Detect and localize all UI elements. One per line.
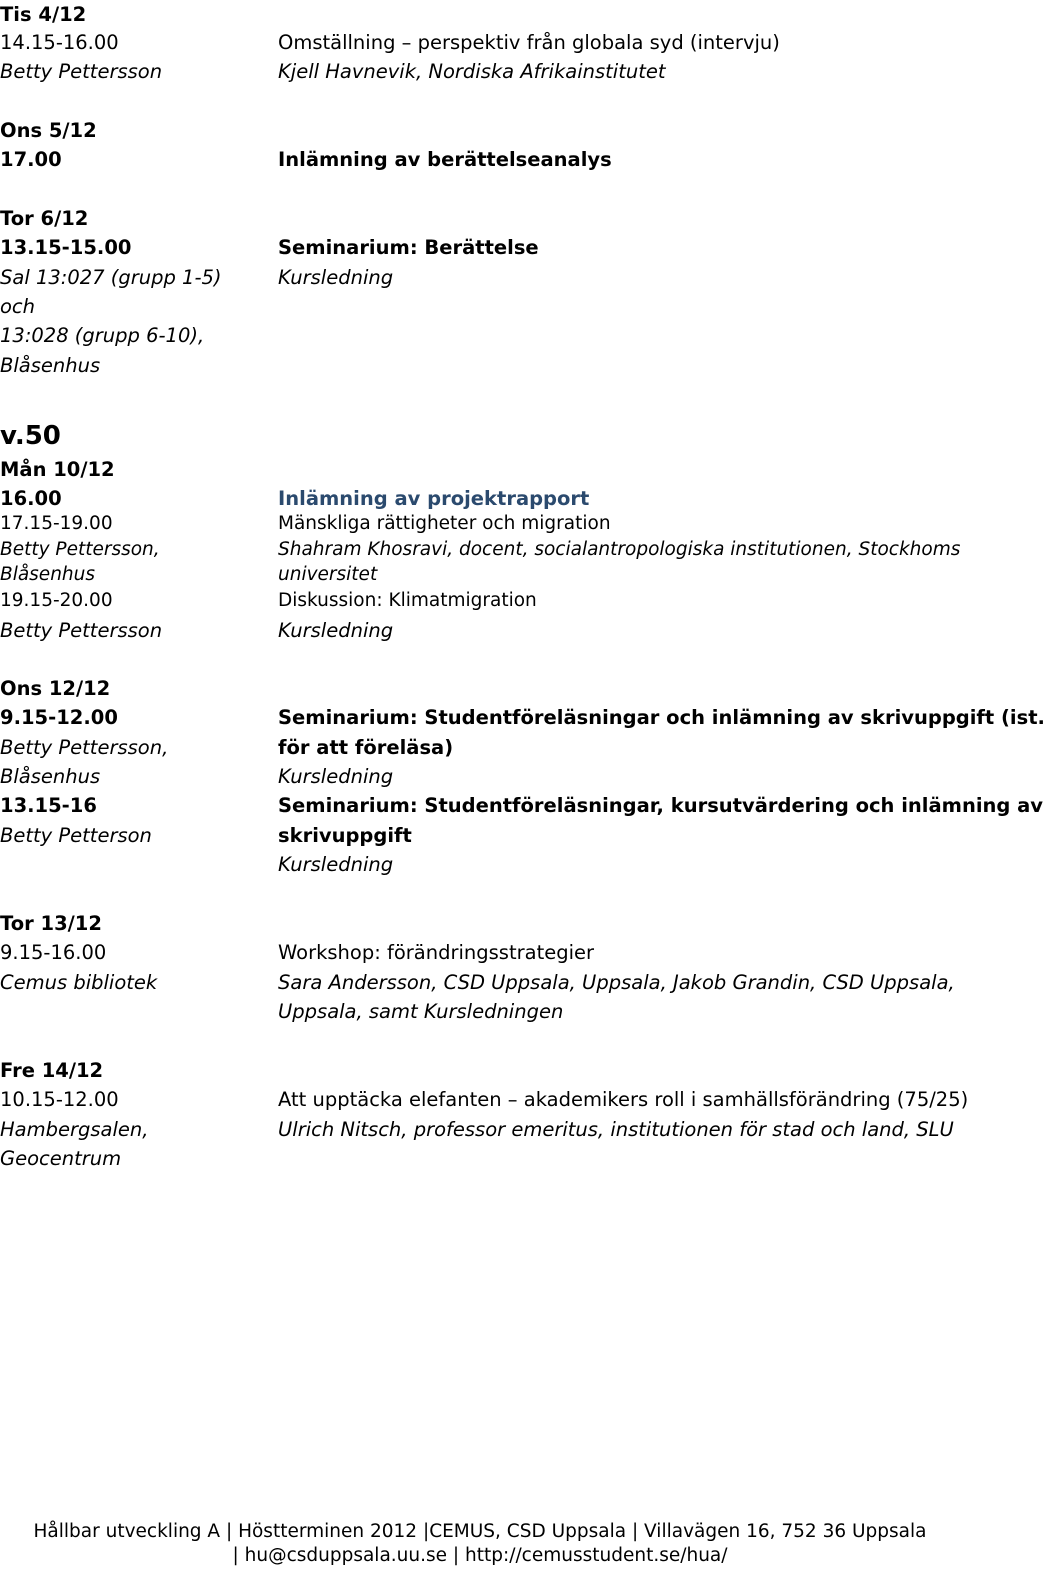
day-heading: Mån 10/12 [0, 458, 115, 481]
session-title-cont: skrivuppgift [278, 824, 412, 847]
location: Betty Pettersson [0, 60, 163, 83]
speaker: Uppsala, samt Kursledningen [278, 1000, 564, 1023]
time-slot: 14.15-16.00 [0, 31, 119, 54]
footer-contact-line: | hu@csduppsala.uu.se | http://cemusstudent.se/hua/ [232, 1545, 728, 1566]
time-slot: 19.15-20.00 [0, 590, 113, 611]
location-line: och [0, 295, 36, 318]
day-heading: Ons 12/12 [0, 677, 111, 700]
footer-line: Hållbar utveckling A | Höstterminen 2012 |CEMUS, CSD Uppsala | Villavägen 16, 752 36 Uppsala [33, 1521, 927, 1542]
location-line: 13:028 (grupp 6-10), [0, 324, 205, 347]
time-slot: 10.15-12.00 [0, 1088, 119, 1111]
time-slot: 16.00 [0, 487, 62, 510]
session-title: Workshop: förändringsstrategier [278, 941, 595, 964]
day-heading: Tor 13/12 [0, 912, 102, 935]
location: Hambergsalen, [0, 1118, 149, 1141]
location: Cemus bibliotek [0, 971, 158, 994]
speaker: universitet [278, 564, 378, 585]
speaker: Sara Andersson, CSD Uppsala, Uppsala, Jakob Grandin, CSD Uppsala, [278, 971, 955, 994]
session-title-cont: för att föreläsa) [278, 736, 454, 759]
location: Betty Pettersson, [0, 736, 169, 759]
location-line: Sal 13:027 (grupp 1-5) [0, 266, 222, 289]
location: Betty Pettersson, [0, 539, 160, 560]
speaker: Ulrich Nitsch, professor emeritus, institutionen för stad och land, SLU [278, 1118, 954, 1141]
speaker: Kursledning [278, 619, 394, 642]
speaker: Kursledning [278, 765, 394, 788]
session-title: Seminarium: Berättelse [278, 236, 539, 259]
session-title: Seminarium: Studentföreläsningar och inlämning av skrivuppgift (ist. [278, 706, 1045, 729]
location: Blåsenhus [0, 765, 101, 788]
week-heading: v.50 [0, 421, 61, 451]
time-slot: 9.15-12.00 [0, 706, 118, 729]
session-title: Seminarium: Studentföreläsningar, kursutvärdering och inlämning av [278, 794, 1044, 817]
time-slot: 9.15-16.00 [0, 941, 107, 964]
location: Betty Petterson [0, 824, 152, 847]
speaker: Kjell Havnevik, Nordiska Afrikainstitutet [278, 60, 666, 83]
day-heading: Tor 6/12 [0, 207, 89, 230]
time-slot: 13.15-15.00 [0, 236, 132, 259]
session-title: Mänskliga rättigheter och migration [278, 513, 611, 534]
location: Betty Pettersson [0, 619, 163, 642]
speaker: Kursledning [278, 266, 394, 289]
speaker: Shahram Khosravi, docent, socialantropologiska institutionen, Stockhoms [278, 539, 961, 560]
session-title: Omställning – perspektiv från globala syd (intervju) [278, 31, 780, 54]
day-heading: Tis 4/12 [0, 3, 87, 26]
day-heading: Fre 14/12 [0, 1059, 104, 1082]
location-line: Blåsenhus [0, 354, 101, 377]
session-title: Inlämning av berättelseanalys [278, 148, 612, 171]
speaker: Kursledning [278, 853, 394, 876]
time-slot: 17.15-19.00 [0, 513, 113, 534]
location: Geocentrum [0, 1147, 122, 1170]
day-heading: Ons 5/12 [0, 119, 97, 142]
session-title: Inlämning av projektrapport [278, 487, 590, 510]
time-slot: 17.00 [0, 148, 62, 171]
location: Blåsenhus [0, 564, 96, 585]
session-title: Diskussion: Klimatmigration [278, 590, 537, 611]
session-title: Att upptäcka elefanten – akademikers roll i samhällsförändring (75/25) [278, 1088, 969, 1111]
time-slot: 13.15-16 [0, 794, 97, 817]
